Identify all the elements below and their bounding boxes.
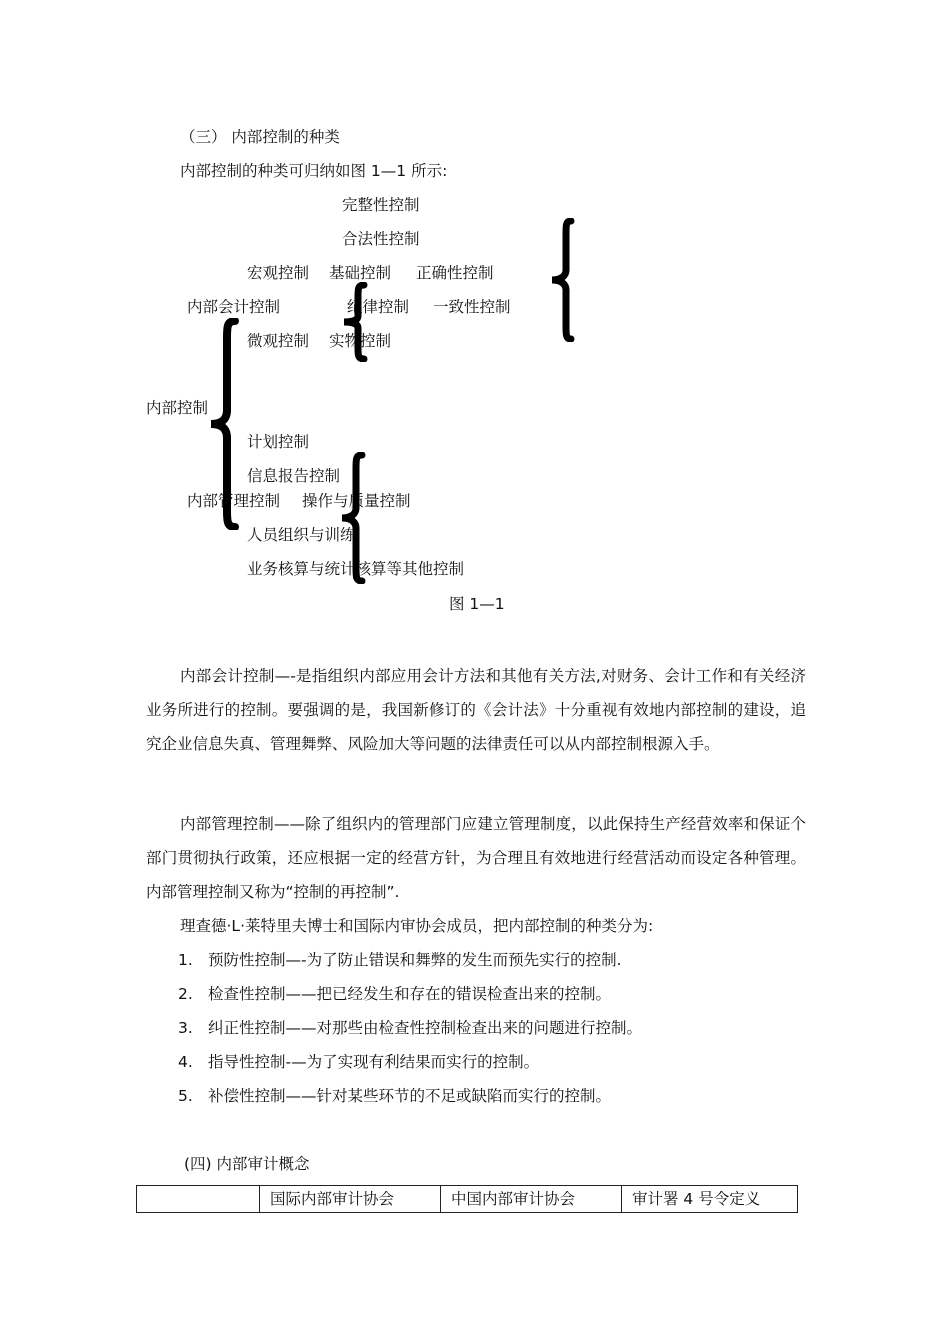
list-item: 检查性控制——把已经发生和存在的错误检查出来的控制。 <box>208 985 612 1003</box>
diagram-attr-legality: 合法性控制 <box>342 230 420 248</box>
diagram-caption: 图 1—1 <box>449 595 505 613</box>
paragraph-accounting-control: 内部会计控制—-是指组织内部应用会计方法和其他有关方法,对财务、会计工作和有关经济业务所进行的控制。要强调的是，我国新修订的《会计法》十分重视有效地内部控制的建设，追究企业信息失真、管理舞弊、风险加大等问题的法律责任可以从内部控制根源入手。 <box>146 667 806 753</box>
diagram-root: 内部控制 <box>146 399 209 417</box>
diagram-management-control: 内部管理控制 <box>187 492 281 510</box>
table-header-cell: 国际内部审计协会 <box>260 1186 441 1213</box>
list-item-number: 1. <box>178 951 193 969</box>
list-item-number: 5. <box>178 1087 193 1105</box>
list-item: 预防性控制—-为了防止错误和舞弊的发生而预先实行的控制. <box>208 951 622 969</box>
diagram-mgmt-item: 信息报告控制 <box>247 467 341 485</box>
diagram-attr-consistency: 一致性控制 <box>433 298 511 316</box>
diagram-macro-control: 宏观控制 <box>247 264 310 282</box>
section-heading: (四) 内部审计概念 <box>184 1155 310 1173</box>
paragraph-classification-intro: 理查德·L·莱特里夫博士和国际内审协会成员，把内部控制的种类分为: <box>180 917 654 935</box>
diagram-mgmt-item: 人员组织与训练 <box>247 526 356 544</box>
accounting-brace <box>339 282 369 362</box>
table-header-cell: 审计署 4 号令定义 <box>622 1186 798 1213</box>
diagram-mgmt-item: 业务核算与统计核算等其他控制 <box>247 560 465 578</box>
diagram-basic-control: 基础控制 <box>329 264 392 282</box>
list-item-number: 2. <box>178 985 193 1003</box>
diagram-mgmt-item: 操作与质量控制 <box>302 492 411 510</box>
list-item: 补偿性控制——针对某些环节的不足或缺陷而实行的控制。 <box>208 1087 612 1105</box>
diagram-physical-control: 实物控制 <box>329 332 392 350</box>
diagram-discipline-control: 纪律控制 <box>347 298 410 316</box>
diagram-mgmt-item: 计划控制 <box>247 433 310 451</box>
list-item-number: 3. <box>178 1019 193 1037</box>
management-brace <box>337 452 367 584</box>
diagram-accounting-control: 内部会计控制 <box>187 298 281 316</box>
intro-text: 内部控制的种类可归纳如图 1—1 所示: <box>180 162 448 180</box>
audit-definition-table <box>136 1185 798 1213</box>
diagram-attr-completeness: 完整性控制 <box>342 196 420 214</box>
table-header-cell <box>137 1186 260 1213</box>
table-row <box>137 1186 798 1213</box>
diagram-attr-correctness: 正确性控制 <box>416 264 494 282</box>
list-item: 指导性控制-—为了实现有利结果而实行的控制。 <box>208 1053 540 1071</box>
attributes-brace <box>548 218 576 342</box>
diagram-micro-control: 微观控制 <box>247 332 310 350</box>
section-heading: （三） 内部控制的种类 <box>180 128 340 146</box>
paragraph-management-control: 内部管理控制——除了组织内的管理部门应建立管理制度，以此保持生产经营效率和保证个部门贯彻执行政策，还应根据一定的经营方针，为合理且有效地进行经营活动而设定各种管理。内部管理控制又称为“控制的再控制”. <box>146 815 806 901</box>
root-brace <box>205 318 241 530</box>
table-header-cell: 中国内部审计协会 <box>441 1186 622 1213</box>
list-item-number: 4. <box>178 1053 193 1071</box>
list-item: 纠正性控制——对那些由检查性控制检查出来的问题进行控制。 <box>208 1019 643 1037</box>
